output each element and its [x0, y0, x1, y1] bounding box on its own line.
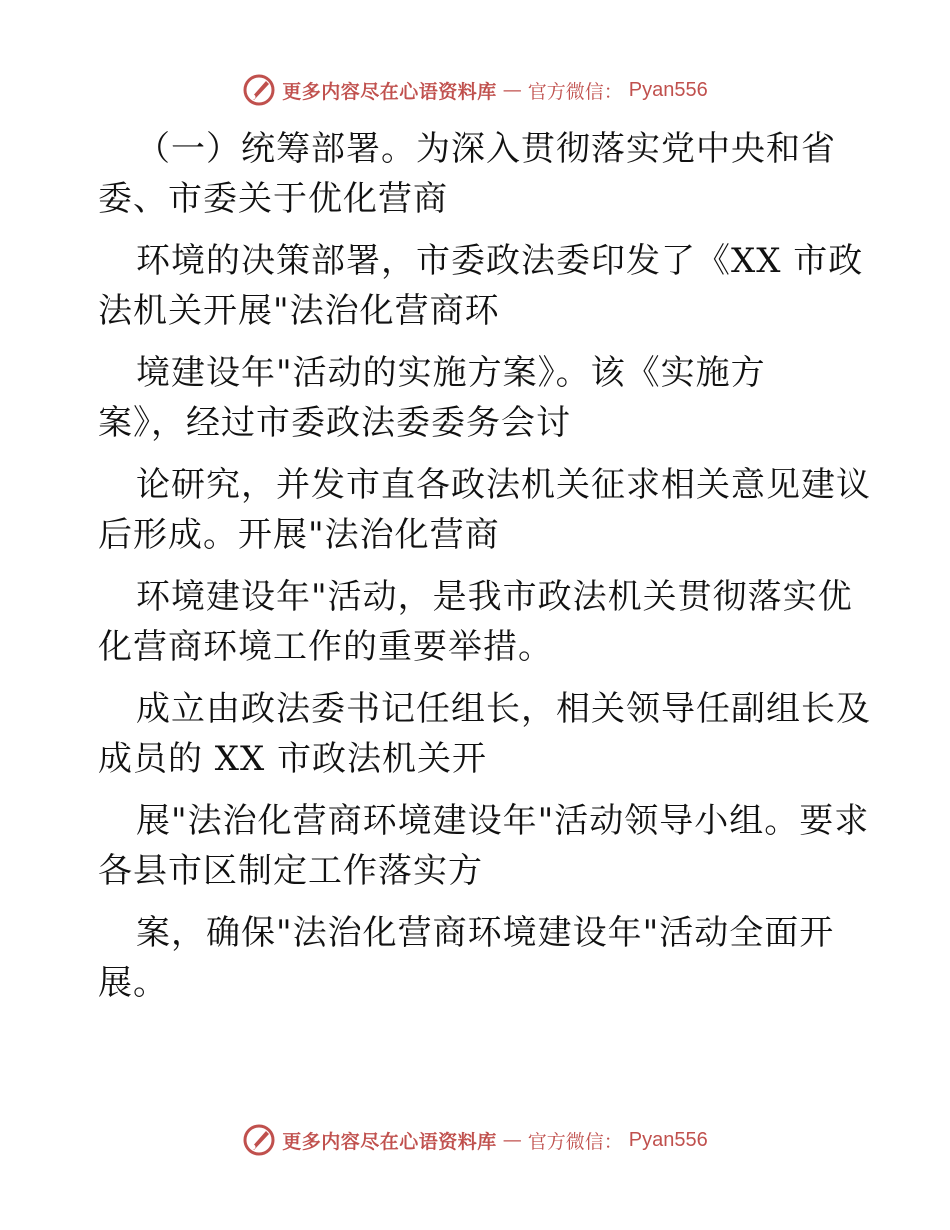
paragraph-7	[98, 796, 870, 896]
watermark-dash: —	[502, 1129, 522, 1151]
paragraph-2	[98, 236, 864, 336]
paragraph-line: （一）统筹部署。为深入贯彻落实党中央和省	[136, 129, 836, 169]
paragraph-line: 成员的 XX 市政法机关开	[98, 739, 488, 779]
paragraph-5	[98, 572, 858, 672]
paragraph-1	[98, 124, 858, 224]
header-watermark	[0, 70, 950, 110]
quill-logo-icon	[242, 1123, 276, 1157]
paragraph-3	[98, 348, 858, 448]
paragraph-line: 各县市区制定工作落实方	[98, 851, 483, 891]
watermark-wechat-id: Pyan556	[628, 78, 708, 101]
paragraph-line: 展"法治化营商环境建设年"活动领导小组。要求	[136, 801, 870, 841]
paragraph-8	[98, 908, 858, 1008]
watermark-label: 官方微信：	[527, 1130, 623, 1153]
paragraph-line: 论研究，并发市直各政法机关征求相关意见建议	[136, 465, 871, 505]
watermark-dash: —	[502, 79, 522, 101]
paragraph-line: 法机关开展"法治化营商环	[98, 291, 500, 331]
paragraph-line: 后形成。开展"法治化营商	[98, 515, 500, 555]
paragraph-line: 化营商环境工作的重要举措。	[98, 627, 553, 667]
footer-watermark	[0, 1120, 950, 1160]
paragraph-line: 案》，经过市委政法委委务会讨	[98, 403, 571, 443]
paragraph-line: 成立由政法委书记任组长，相关领导任副组长及	[136, 689, 871, 729]
watermark-label: 官方微信：	[527, 80, 623, 103]
paragraph-line: 委、市委关于优化营商	[98, 179, 448, 219]
paragraph-line: 环境建设年"活动，是我市政法机关贯彻落实优	[136, 577, 853, 617]
paragraph-line: 案，确保"法治化营商环境建设年"活动全面开	[136, 913, 835, 953]
watermark-brand: 更多内容尽在心语资料库	[282, 80, 497, 103]
paragraph-4	[98, 460, 871, 560]
watermark-wechat-id: Pyan556	[628, 1128, 708, 1151]
paragraph-line: 环境的决策部署，市委政法委印发了《XX 市政	[136, 241, 864, 281]
quill-logo-icon	[242, 73, 276, 107]
document-body	[98, 124, 871, 1020]
paragraph-6	[98, 684, 871, 784]
paragraph-line: 境建设年"活动的实施方案》。该《实施方	[136, 353, 766, 393]
paragraph-line: 展。	[98, 963, 168, 1003]
watermark-brand: 更多内容尽在心语资料库	[282, 1130, 497, 1153]
